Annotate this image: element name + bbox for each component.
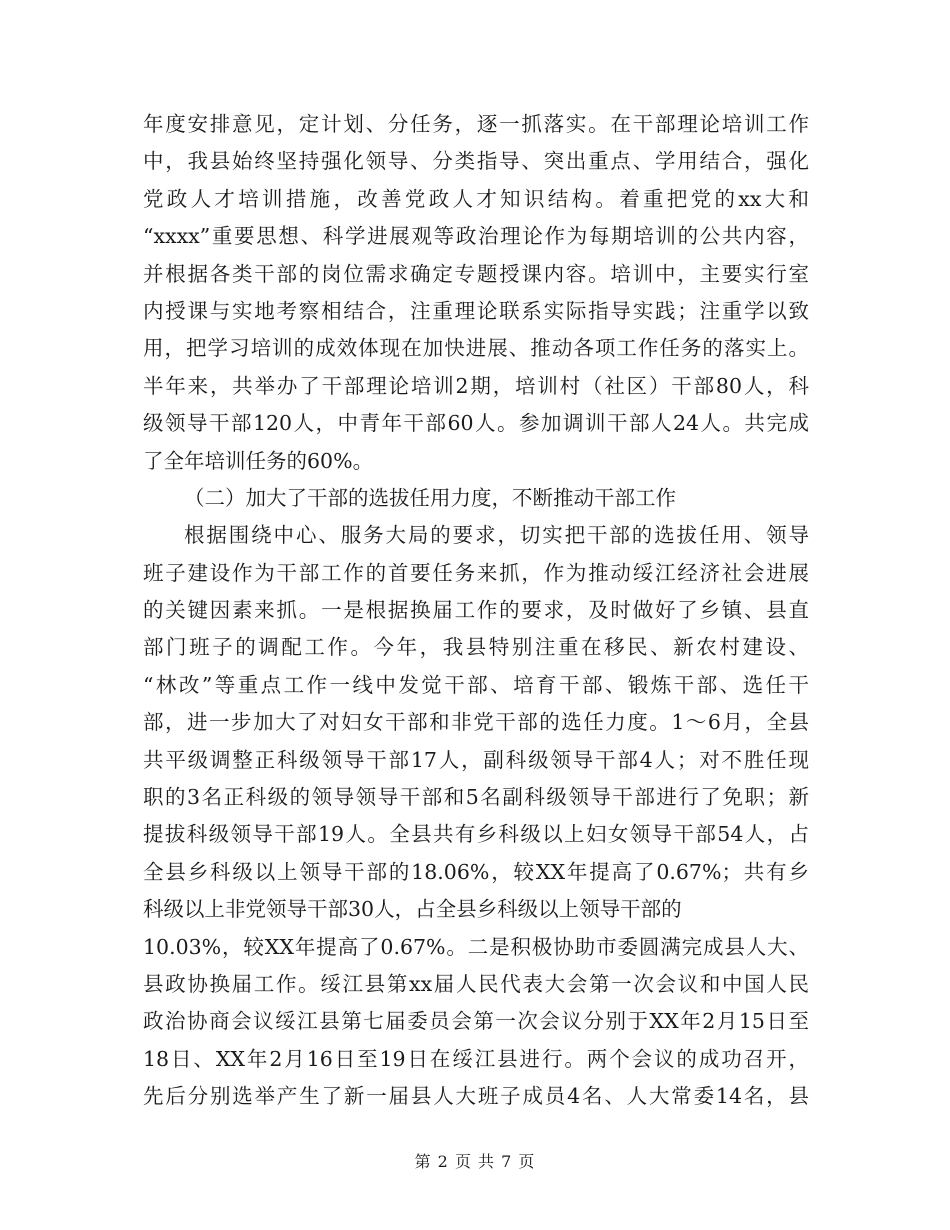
text-line: 18日、XX年2月16日至19日在绥江县进行。两个会议的成功召开， [143, 1046, 809, 1071]
text-line: 半年来，共举办了干部理论培训2期，培训村（社区）干部80人，科 [143, 373, 809, 398]
text-line: 中，我县始终坚持强化领导、分类指导、突出重点、学用结合，强化 [143, 149, 809, 174]
text-line: 共平级调整正科级领导干部17人，副科级领导干部4人；对不胜任现 [143, 747, 809, 772]
text-line: 部，进一步加大了对妇女干部和非党干部的选任力度。1～6月，全县 [143, 710, 809, 735]
text-line: “xxxx”重要思想、科学进展观等政治理论作为每期培训的公共内容， [143, 224, 809, 249]
text-line: 并根据各类干部的岗位需求确定专题授课内容。培训中，主要实行室 [143, 261, 809, 286]
text-line: 职的3名正科级的领导领导干部和5名副科级领导干部进行了免职；新 [143, 785, 809, 810]
text-line: 班子建设作为干部工作的首要任务来抓，作为推动绥江经济社会进展 [143, 560, 809, 585]
text-line: 的关键因素来抓。一是根据换届工作的要求，及时做好了乡镇、县直 [143, 598, 809, 623]
text-line: 根据围绕中心、服务大局的要求，切实把干部的选拔任用、领导 [184, 523, 809, 548]
text-line: 级领导干部120人，中青年干部60人。参加调训干部人24人。共完成 [143, 411, 809, 436]
text-line: 全县乡科级以上领导干部的18.06%，较XX年提高了0.67%；共有乡 [143, 859, 809, 884]
text-line: 县政协换届工作。绥江县第xx届人民代表大会第一次会议和中国人民 [143, 971, 809, 996]
text-line: 先后分别选举产生了新一届县人大班子成员4名、人大常委14名，县 [143, 1084, 809, 1109]
text-line: 提拔科级领导干部19人。全县共有乡科级以上妇女领导干部54人，占 [143, 822, 809, 847]
text-line: 科级以上非党领导干部30人，占全县乡科级以上领导干部的 [143, 897, 682, 922]
section-heading: （二）加大了干部的选拔任用力度，不断推动干部工作 [184, 485, 676, 510]
text-line: 了全年培训任务的60%。 [143, 448, 374, 473]
text-line: 政治协商会议绥江县第七届委员会第一次会议分别于XX年2月15日至 [143, 1009, 809, 1034]
text-line: 年度安排意见，定计划、分任务，逐一抓落实。在干部理论培训工作 [143, 112, 809, 136]
text-line: 部门班子的调配工作。今年，我县特别注重在移民、新农村建设、 [143, 635, 809, 660]
text-line: 10.03%，较XX年提高了0.67%。二是积极协助市委圆满完成县人大、 [143, 934, 809, 959]
text-line: 内授课与实地考察相结合，注重理论联系实际指导实践；注重学以致 [143, 298, 809, 323]
page-footer [0, 1152, 950, 1172]
text-line: “林改”等重点工作一线中发觉干部、培育干部、锻炼干部、选任干 [143, 672, 809, 697]
body-text [143, 106, 809, 1116]
text-line: 用，把学习培训的成效体现在加快进展、推动各项工作任务的落实上。 [143, 336, 809, 361]
page-number-label: 第 2 页 共 7 页 [414, 1152, 536, 1171]
text-line: 党政人才培训措施，改善党政人才知识结构。着重把党的xx大和 [143, 186, 809, 211]
